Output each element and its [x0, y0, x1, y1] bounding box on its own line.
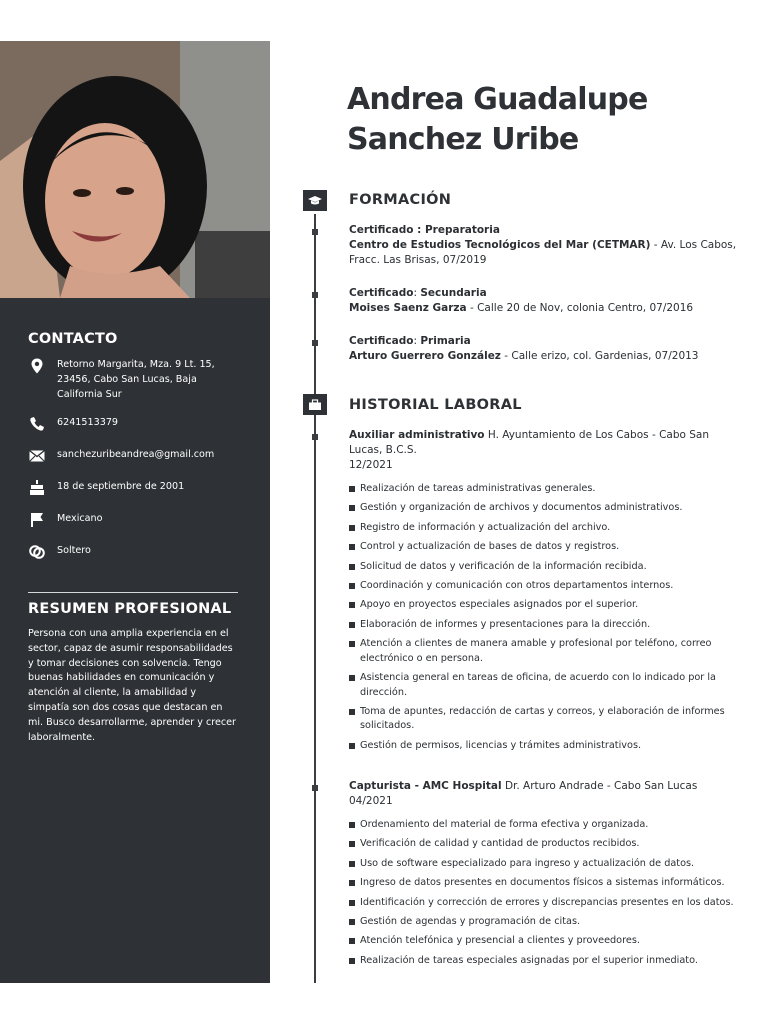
email-icon	[28, 447, 46, 465]
education-label: Certificado	[349, 224, 414, 236]
job-task-item: Asistencia general en tareas de oficina, de acuerdo con lo indicado por la dirección.	[349, 671, 741, 700]
education-school: Moises Saenz Garza	[349, 302, 467, 314]
job-task-item: Identificación y corrección de errores y discrepancias presentes en los datos.	[349, 896, 741, 911]
education-level: Preparatoria	[424, 224, 500, 236]
job-task-item: Realización de tareas especiales asignadas por el superior inmediato.	[349, 954, 741, 969]
job-date: 04/2021	[349, 795, 393, 807]
job-task-item: Gestión y organización de archivos y documentos administrativos.	[349, 501, 741, 516]
education-label: Certificado	[349, 287, 414, 299]
job-task-item: Apoyo en proyectos especiales asignados por el superior.	[349, 598, 741, 613]
sidebar-divider	[28, 592, 238, 593]
job-task-item: Gestión de agendas y programación de citas.	[349, 915, 741, 930]
contact-email: sanchezuribeandrea@gmail.com	[57, 449, 215, 460]
job-task-item: Solicitud de datos y verificación de la información recibida.	[349, 560, 741, 575]
education-level: Secundaria	[420, 287, 487, 299]
job-task-list	[349, 818, 741, 973]
job-task-item: Registro de información y actualización del archivo.	[349, 521, 741, 536]
job-employer: Dr. Arturo Andrade - Cabo San Lucas	[501, 780, 698, 792]
contact-nationality: Mexicano	[57, 513, 103, 524]
rings-icon	[28, 543, 46, 561]
phone-icon	[28, 415, 46, 433]
education-separator: :	[413, 335, 421, 347]
education-details: - Calle erizo, col. Gardenias, 07/2013	[500, 350, 699, 362]
job-header	[349, 779, 744, 809]
timeline-line	[314, 214, 316, 983]
name-line-1: Andrea Guadalupe	[347, 82, 648, 117]
contact-birthday: 18 de septiembre de 2001	[57, 481, 185, 492]
profile-photo	[0, 41, 270, 298]
job-task-item: Toma de apuntes, redacción de cartas y correos, y elaboración de informes solicitados.	[349, 705, 741, 734]
summary-text: Persona con una amplia experiencia en el sector, capaz de asumir responsabilidades y tomar decisiones con solvencia. Tengo buenas habilidades en comunicación y atención al cliente, la amabilidad y simpatía son dos cosas que destacan en mi. Busco desarrollarme, aprender y crecer laboralmente.	[28, 628, 236, 743]
contact-phone: 6241513379	[57, 417, 119, 428]
timeline-dot	[312, 434, 318, 440]
candidate-name	[347, 80, 747, 160]
job-task-item: Atención telefónica y presencial a clientes y proveedores.	[349, 934, 741, 949]
job-position: Capturista - AMC Hospital	[349, 780, 502, 792]
education-details: - Av. Los Cabos, Fracc. Las Brisas, 07/2019	[349, 239, 737, 266]
job-task-item: Gestión de permisos, licencias y trámites administrativos.	[349, 739, 741, 754]
job-task-item: Ingreso de datos presentes en documentos físicos a sistemas informáticos.	[349, 876, 741, 891]
contact-civil-status: Soltero	[57, 545, 91, 556]
job-task-item: Realización de tareas administrativas generales.	[349, 482, 741, 497]
education-separator: :	[413, 224, 425, 236]
briefcase-icon	[303, 394, 327, 415]
job-header	[349, 428, 744, 473]
job-task-item: Atención a clientes de manera amable y profesional por teléfono, correo electrónico o en persona.	[349, 637, 741, 666]
job-task-item: Elaboración de informes y presentaciones para la dirección.	[349, 618, 741, 633]
education-heading: FORMACIÓN	[349, 192, 452, 208]
education-school: Arturo Guerrero González	[349, 350, 501, 362]
education-item	[349, 334, 744, 364]
work-heading: HISTORIAL LABORAL	[349, 397, 522, 413]
job-position: Auxiliar administrativo	[349, 429, 485, 441]
timeline-dot	[312, 229, 318, 235]
education-school: Centro de Estudios Tecnológicos del Mar (CETMAR)	[349, 239, 651, 251]
location-pin-icon	[28, 357, 46, 375]
flag-icon	[28, 511, 46, 529]
education-item	[349, 223, 744, 268]
contact-heading: CONTACTO	[28, 331, 118, 347]
job-task-item: Control y actualización de bases de datos y registros.	[349, 540, 741, 555]
job-employer: H. Ayuntamiento de Los Cabos - Cabo San Lucas, B.C.S.	[349, 429, 710, 456]
job-task-item: Coordinación y comunicación con otros departamentos internos.	[349, 579, 741, 594]
education-label: Certificado	[349, 335, 414, 347]
education-level: Primaria	[420, 335, 471, 347]
education-separator: :	[413, 287, 421, 299]
job-task-item: Verificación de calidad y cantidad de productos recibidos.	[349, 837, 741, 852]
job-task-list	[349, 482, 741, 758]
sidebar	[0, 41, 270, 983]
education-details: - Calle 20 de Nov, colonia Centro, 07/2016	[466, 302, 694, 314]
graduation-cap-icon	[303, 190, 327, 211]
contact-address: Retorno Margarita, Mza. 9 Lt. 15, 23456, Cabo San Lucas, Baja California Sur	[57, 359, 215, 400]
job-task-item: Ordenamiento del material de forma efectiva y organizada.	[349, 818, 741, 833]
timeline-dot	[312, 785, 318, 791]
timeline-dot	[312, 340, 318, 346]
job-date: 12/2021	[349, 459, 393, 471]
education-item	[349, 286, 744, 316]
timeline-dot	[312, 292, 318, 298]
birthday-cake-icon	[28, 479, 46, 497]
summary-heading: RESUMEN PROFESIONAL	[28, 601, 232, 617]
name-line-2: Sanchez Uribe	[347, 122, 579, 157]
job-task-item: Uso de software especializado para ingreso y actualización de datos.	[349, 857, 741, 872]
